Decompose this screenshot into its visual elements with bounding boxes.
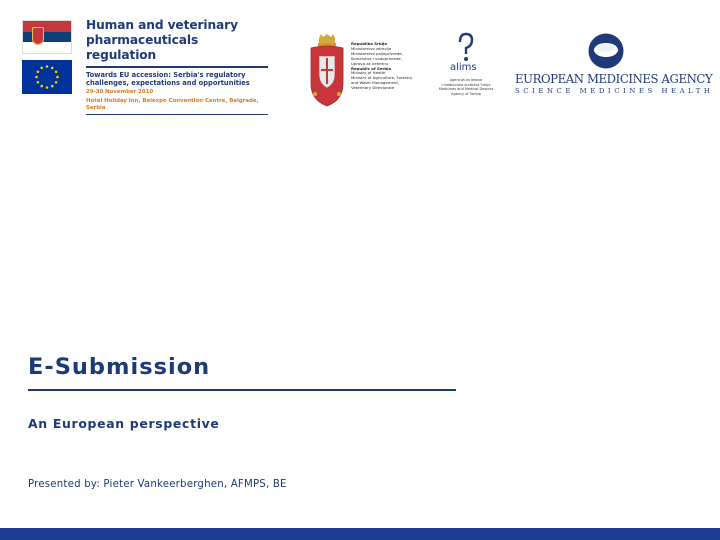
footer-bar [0, 528, 720, 540]
ministry-line: Uprava za veterinu [351, 60, 389, 66]
ministry-line: Ministry of Health [351, 70, 386, 76]
conference-banner [86, 18, 272, 115]
conference-title-line2: pharmaceuticals regulation [86, 33, 199, 62]
conference-date: 29-30 November 2010 [86, 89, 154, 96]
alims-line: Medicines and Medical Devices [438, 87, 494, 92]
conference-subtitle-line2: challenges, expectations and opportunities [86, 78, 250, 87]
alims-name: alims [450, 62, 477, 73]
ministry-line: and Water Management, [351, 80, 400, 86]
conference-subtitle-line1: Towards EU accession: Serbia's regulatory [86, 70, 246, 79]
ministry-text-block [351, 42, 435, 91]
ministry-line: Republic of Serbia [351, 65, 392, 71]
ema-name: EUROPEAN MEDICINES AGENCY [515, 72, 713, 86]
ministry-line: Republika Srbija [351, 41, 388, 46]
slide-subtitle: An European perspective [28, 416, 220, 431]
conference-venue: Hotel Holiday Inn, Belexpo Convention Centre, Belgrade, Serbia [86, 98, 259, 112]
ministry-line: Ministarstvo zdravlja [351, 45, 392, 51]
ministry-line: Ministry of Agriculture, Forestry [351, 75, 413, 81]
alims-line: Agencija za lekove [449, 78, 483, 82]
eu-flag-icon [22, 60, 72, 94]
alims-line: Agency of Serbia [451, 91, 481, 96]
flags-group [22, 20, 72, 94]
slide-title: E-Submission [28, 354, 211, 380]
conference-title-line1: Human and veterinary [86, 18, 238, 32]
alims-line: i medicinska sredstva Srbije [441, 82, 491, 87]
presenter-credit: Presented by: Pieter Vankeerberghen, AFMPS, BE [28, 479, 287, 490]
conference-bottom-divider [86, 114, 268, 115]
serbia-flag-icon [22, 20, 72, 54]
ema-logo-icon [588, 33, 624, 69]
conference-divider [86, 66, 268, 68]
serbia-coat-of-arms-icon [310, 34, 344, 118]
ministry-line: Veterinary Directorate [351, 85, 395, 91]
ministry-line: šumarstva i vodoprivrede, [351, 55, 403, 61]
ministry-line: Ministarstvo poljoprivrede, [351, 50, 403, 56]
title-underline [28, 389, 456, 391]
ema-tagline: SCIENCE MEDICINES HEALTH [515, 87, 714, 95]
alims-text-block [433, 78, 499, 96]
